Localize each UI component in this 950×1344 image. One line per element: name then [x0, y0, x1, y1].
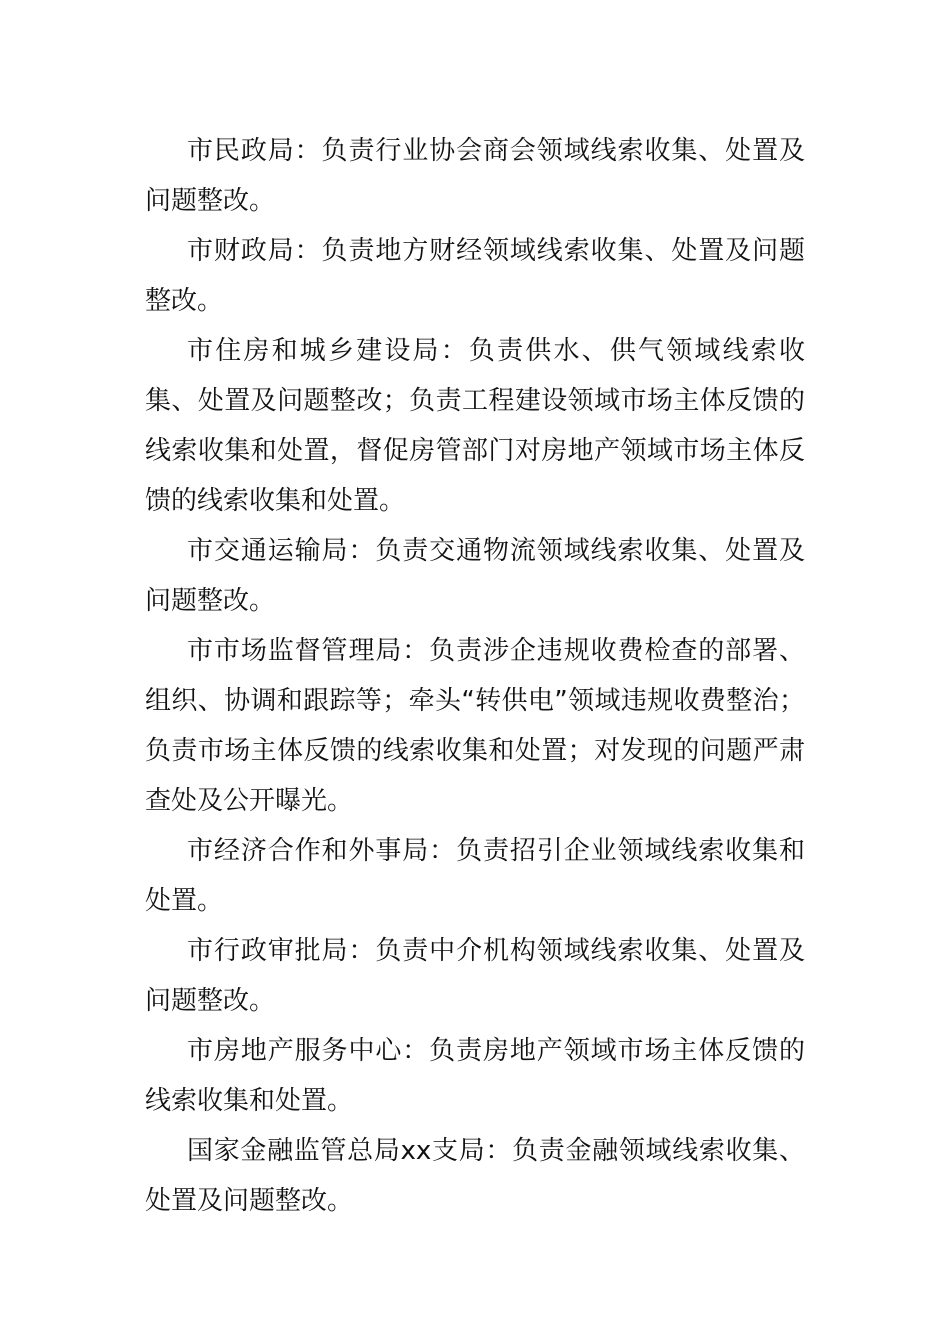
paragraph-market-supervision: 市市场监督管理局：负责涉企违规收费检查的部署、组织、协调和跟踪等；牵头“转供电”领域违规收费整治；负责市场主体反馈的线索收集和处置；对发现的问题严肃查处及公开曝光。	[145, 636, 805, 816]
paragraph-economic-cooperation: 市经济合作和外事局：负责招引企业领域线索收集和处置。	[145, 836, 805, 916]
paragraph-transport: 市交通运输局：负责交通物流领域线索收集、处置及问题整改。	[145, 536, 805, 616]
paragraph-civil-affairs: 市民政局：负责行业协会商会领域线索收集、处置及问题整改。	[145, 136, 805, 216]
document-body	[145, 126, 805, 1226]
paragraph-real-estate-center: 市房地产服务中心：负责房地产领域市场主体反馈的线索收集和处置。	[145, 1036, 805, 1116]
paragraph-administrative-approval: 市行政审批局：负责中介机构领域线索收集、处置及问题整改。	[145, 936, 805, 1016]
paragraph-housing-construction: 市住房和城乡建设局：负责供水、供气领域线索收集、处置及问题整改；负责工程建设领域市场主体反馈的线索收集和处置，督促房管部门对房地产领域市场主体反馈的线索收集和处置。	[145, 336, 805, 516]
paragraph-financial-regulation: 国家金融监管总局xx支局：负责金融领域线索收集、处置及问题整改。	[145, 1136, 805, 1216]
paragraph-finance: 市财政局：负责地方财经领域线索收集、处置及问题整改。	[145, 236, 805, 316]
